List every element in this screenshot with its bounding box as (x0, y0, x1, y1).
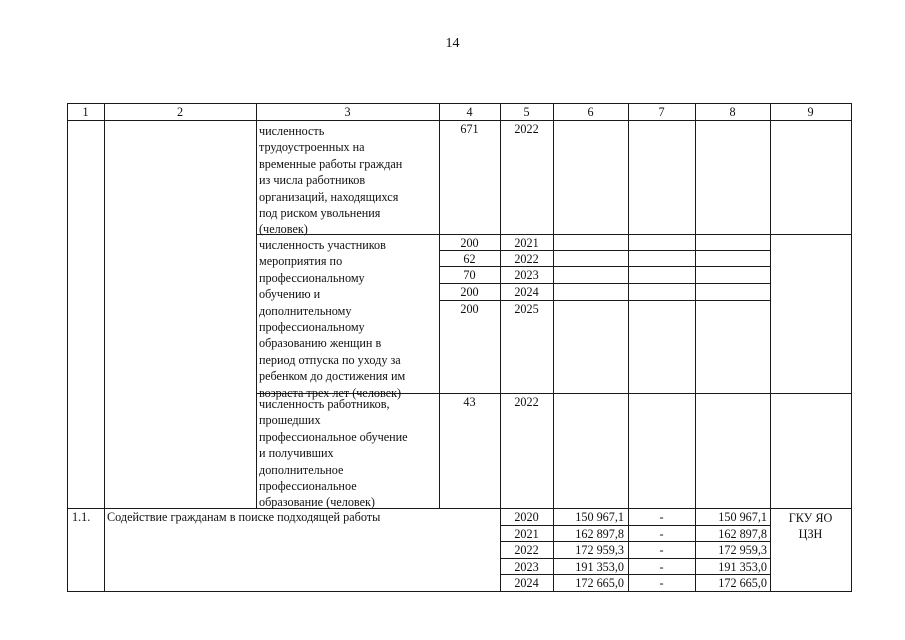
measure-regional: 150 967,1 (718, 509, 767, 524)
indicator-text-line: дополнительное (259, 462, 344, 477)
measure-regional: 172 665,0 (718, 575, 767, 590)
header-cell-6: 6 (587, 104, 594, 119)
indicator-text-line: под риском увольнения (259, 206, 381, 220)
indicator-text-line: профессиональное (259, 479, 357, 493)
indicator-text-line: организаций, находящихся (259, 189, 399, 204)
table-bottom-rule (67, 591, 852, 592)
header-cell-1: 1 (82, 104, 89, 119)
indicator-text-line: ребенком до достижения им (259, 369, 406, 384)
header-cell-9: 9 (807, 104, 814, 119)
indicator-text-line: численность участников (259, 238, 386, 252)
measure-total: 162 897,8 (575, 526, 624, 541)
header-cell-2: 2 (176, 104, 184, 119)
indicator-text-line: возраста трех лет (человек) (259, 385, 402, 400)
column-rule (256, 120, 257, 509)
indicator-value: 62 (463, 252, 476, 266)
page-number: 14 (445, 36, 460, 51)
measure-federal: - (659, 559, 664, 574)
indicator-year: 2021 (514, 236, 539, 250)
indicator-text-line: профессиональному (259, 270, 365, 285)
measure-year: 2024 (514, 575, 539, 590)
header-cell-8: 8 (729, 104, 736, 119)
measure-year: 2023 (514, 559, 539, 574)
measure-year: 2022 (514, 542, 539, 557)
column-rule (104, 120, 105, 509)
indicator-year: 2025 (514, 302, 539, 316)
measure-executor: ГКУ ЯО (788, 511, 833, 525)
measure-total: 150 967,1 (575, 509, 624, 524)
indicator-text-line: образование (человек) (259, 495, 375, 510)
measure-federal: - (659, 526, 664, 541)
column-rule (67, 120, 68, 509)
indicator-text-line: дополнительному (259, 303, 352, 318)
column-rule (851, 120, 852, 509)
indicator-text-line: численность работников, (259, 397, 390, 411)
measure-total: 172 959,3 (575, 542, 624, 557)
header-cell-7: 7 (658, 104, 665, 119)
indicator-text-line: мероприятия по (259, 254, 343, 269)
header-cell-3: 3 (344, 104, 351, 119)
column-rule (67, 508, 68, 592)
measure-executor: ЦЗН (798, 527, 823, 542)
column-rule (553, 120, 554, 509)
indicator-year: 2024 (514, 285, 539, 299)
indicator-text-line: период отпуска по уходу за (259, 352, 401, 367)
column-rule (628, 120, 629, 509)
header-cell-4: 4 (466, 104, 473, 119)
column-rule (770, 120, 771, 509)
measure-regional: 162 897,8 (718, 526, 767, 541)
indicator-text-line: из числа работников (259, 173, 366, 188)
indicator-text-line: (человек) (259, 222, 308, 237)
measure-total: 191 353,0 (575, 559, 624, 574)
indicator-text-line: профессиональному (259, 320, 365, 334)
measure-total: 172 665,0 (575, 575, 624, 590)
indicator-value: 200 (460, 285, 479, 299)
indicator-year: 2022 (514, 252, 539, 266)
measure-regional: 191 353,0 (718, 559, 767, 574)
indicator-year: 2023 (514, 268, 539, 282)
measure-title: Содействие гражданам в поиске подходящей работы (107, 509, 381, 524)
measure-federal: - (659, 542, 664, 557)
header-cell-5: 5 (523, 104, 530, 119)
indicator-text-line: обучению и (259, 287, 321, 302)
indicator-value: 200 (460, 302, 479, 316)
column-rule (104, 508, 105, 592)
measure-year: 2021 (514, 526, 539, 541)
indicator-block-rule (256, 234, 852, 235)
indicator-text-line: образованию женщин в (259, 336, 382, 351)
indicator-text-line: профессиональное обучение (259, 429, 408, 444)
measure-regional: 172 959,3 (718, 542, 767, 557)
indicator-value: 43 (463, 395, 476, 409)
measure-federal: - (659, 575, 664, 590)
measure-number: 1.1. (72, 509, 91, 524)
header-column-rule (851, 103, 852, 121)
indicator-text-line: временные работы граждан (259, 156, 403, 171)
indicator-text-line: прошедших (259, 413, 321, 428)
column-rule (695, 120, 696, 509)
indicator-text-line: трудоустроенных на (259, 140, 365, 155)
indicator-value: 200 (460, 236, 479, 250)
column-rule (851, 508, 852, 592)
indicator-year: 2022 (514, 122, 539, 136)
indicator-value: 70 (463, 268, 476, 282)
indicator-text-line: численность (259, 124, 325, 138)
indicator-value: 671 (460, 122, 479, 136)
indicator-text-line: и получивших (259, 446, 334, 461)
measure-year: 2020 (514, 509, 539, 524)
indicator-year: 2022 (514, 395, 539, 409)
measure-federal: - (659, 509, 664, 524)
